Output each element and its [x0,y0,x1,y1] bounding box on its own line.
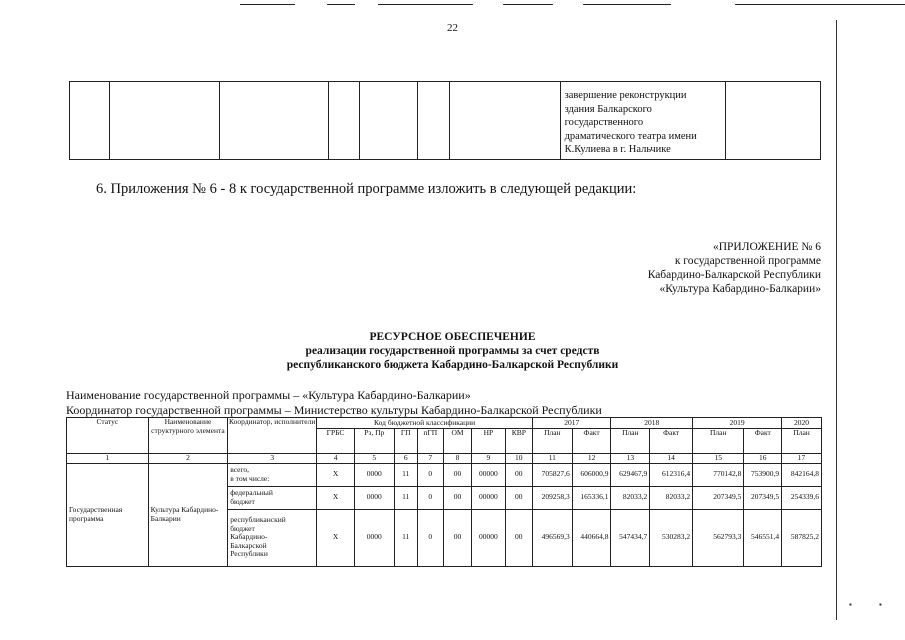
value-cell: 207349,5 [744,486,782,509]
header-year-2020: 2020 [782,418,822,429]
status-cell: Государственная программа [67,463,149,566]
header-nr: НР [472,429,506,454]
resource-table [66,417,822,567]
header-plan: План [532,429,572,454]
top-rule [327,4,355,5]
value-cell: 629467,9 [611,463,650,486]
table-cell [417,82,450,160]
table-row [67,463,822,486]
column-number: 13 [611,454,650,464]
rz-cell: 0000 [354,463,394,486]
header-kvr: КВР [505,429,532,454]
scan-mark: ▪ [879,600,882,609]
kvr-cell: 00 [505,486,532,509]
executor-line: федеральный [230,488,273,497]
column-number: 9 [472,454,506,464]
executor-line: Республики [230,549,268,559]
header-plan: План [693,429,744,454]
appendix-header [648,240,821,296]
column-number: 11 [532,454,572,464]
value-cell: 606000,9 [572,463,611,486]
column-number: 17 [782,454,822,464]
kvr-cell: 00 [505,509,532,566]
table-cell [726,82,821,160]
executor-line: бюджет [230,496,255,506]
value-cell: 440664,8 [572,509,611,566]
header-fact: Факт [744,429,782,454]
gp-cell: 11 [394,463,417,486]
title-line: республиканского бюджета Кабардино-Балкарской Республики [286,359,619,371]
nr-cell: 00000 [472,509,506,566]
appendix-line: к государственной программе [674,255,821,267]
executor-line: республиканский [230,515,286,525]
program-coordinator: Координатор государственной программы – Министерство культуры Кабардино-Балкарской Республики [66,403,602,417]
value-cell: 207349,5 [693,486,744,509]
value-cell: 496569,3 [532,509,572,566]
column-number: 10 [505,454,532,464]
header-plan: План [782,429,822,454]
header-grbs: ГРБС [317,429,355,454]
kvr-cell: 00 [505,463,532,486]
grbs-cell: X [317,463,355,486]
value-cell: 753900,9 [744,463,782,486]
header-fact: Факт [650,429,693,454]
table-cell [70,82,110,160]
column-number: 5 [354,454,394,464]
executor-line: Кабардино- [230,532,268,542]
header-status: Статус [67,418,149,454]
column-number: 12 [572,454,611,464]
header-pgp: пГП [417,429,443,454]
reconstruction-text [561,82,726,157]
header-fact: Факт [572,429,611,454]
executor-cell [228,486,317,509]
value-cell: 587825,2 [782,509,822,566]
rz-cell: 0000 [354,509,394,566]
text-line: государственного [564,117,644,129]
table-cell [110,82,219,160]
header-year-2017: 2017 [532,418,611,429]
column-number: 15 [693,454,744,464]
om-cell: 00 [443,463,471,486]
pgp-cell: 0 [417,486,443,509]
rz-cell: 0000 [354,486,394,509]
margin-line [836,20,837,620]
nr-cell: 00000 [472,486,506,509]
column-number: 3 [228,454,317,464]
text-line: здания Балкарского [564,103,652,115]
pgp-cell: 0 [417,463,443,486]
grbs-cell: X [317,486,355,509]
header-year-2018: 2018 [611,418,693,429]
text-line: К.Кулиева в г. Нальчике [564,144,671,156]
header-plan: План [611,429,650,454]
om-cell: 00 [443,509,471,566]
top-rule [583,4,671,5]
executor-line: в том числе: [230,473,270,483]
column-number: 8 [443,454,471,464]
header-coordinator: Координатор, исполнители [228,418,317,454]
document-title [0,330,905,372]
value-cell: 82033,2 [650,486,693,509]
appendix-line: Кабардино-Балкарской Республики [647,269,821,281]
column-number: 16 [744,454,782,464]
executor-line: всего, [230,465,249,474]
gp-cell: 11 [394,509,417,566]
top-rule [240,4,295,5]
value-cell: 612316,4 [650,463,693,486]
top-rule [378,4,473,5]
top-rule [503,4,553,5]
column-number: 6 [394,454,417,464]
text-line: завершение реконструкции [564,90,687,101]
header-year-2019: 2019 [693,418,782,429]
executor-cell [228,463,317,486]
element-cell: Культура Кабардино-Балкарии [148,463,228,566]
column-number: 7 [417,454,443,464]
scan-mark: ▪ [849,600,852,609]
om-cell: 00 [443,486,471,509]
header-rz: Рз, Пр [354,429,394,454]
header-row [67,418,822,429]
value-cell: 530283,2 [650,509,693,566]
pgp-cell: 0 [417,509,443,566]
instruction-text: 6. Приложения № 6 - 8 к государственной программе изложить в следующей редакции: [96,181,637,197]
column-number: 2 [148,454,228,464]
table-cell [329,82,360,160]
value-cell: 209258,3 [532,486,572,509]
column-number: 1 [67,454,149,464]
header-gp: ГП [394,429,417,454]
title-line: РЕСУРСНОЕ ОБЕСПЕЧЕНИЕ [369,331,536,343]
table-cell [560,82,726,160]
text-line: драматического театра имени [564,130,697,142]
column-number: 14 [650,454,693,464]
column-number-row [67,454,822,464]
gp-cell: 11 [394,486,417,509]
program-name: Наименование государственной программы – «Культура Кабардино-Балкарии» [66,388,471,402]
grbs-cell: X [317,509,355,566]
value-cell: 165336,1 [572,486,611,509]
header-budget-code: Код бюджетной классификации [317,418,533,429]
page-number: 22 [447,22,458,34]
value-cell: 842164,8 [782,463,822,486]
value-cell: 546551,4 [744,509,782,566]
appendix-line: «Культура Кабардино-Балкарии» [659,283,821,295]
nr-cell: 00000 [472,463,506,486]
table-cell [359,82,417,160]
executor-line: бюджет [230,523,255,533]
header-element: Наименование структурного элемента [148,418,228,454]
header-om: ОМ [443,429,471,454]
value-cell: 82033,2 [611,486,650,509]
executor-cell [228,509,317,566]
column-number: 4 [317,454,355,464]
value-cell: 705827,6 [532,463,572,486]
value-cell: 547434,7 [611,509,650,566]
value-cell: 562793,3 [693,509,744,566]
top-rule [735,4,905,5]
title-line: реализации государственной программы за счет средств [305,345,600,357]
appendix-line: «ПРИЛОЖЕНИЕ № 6 [712,241,821,253]
table-cell [219,82,328,160]
value-cell: 770142,8 [693,463,744,486]
table-cell [450,82,560,160]
value-cell: 254339,6 [782,486,822,509]
continuation-table [69,81,821,160]
executor-line: Балкарской [230,540,267,550]
